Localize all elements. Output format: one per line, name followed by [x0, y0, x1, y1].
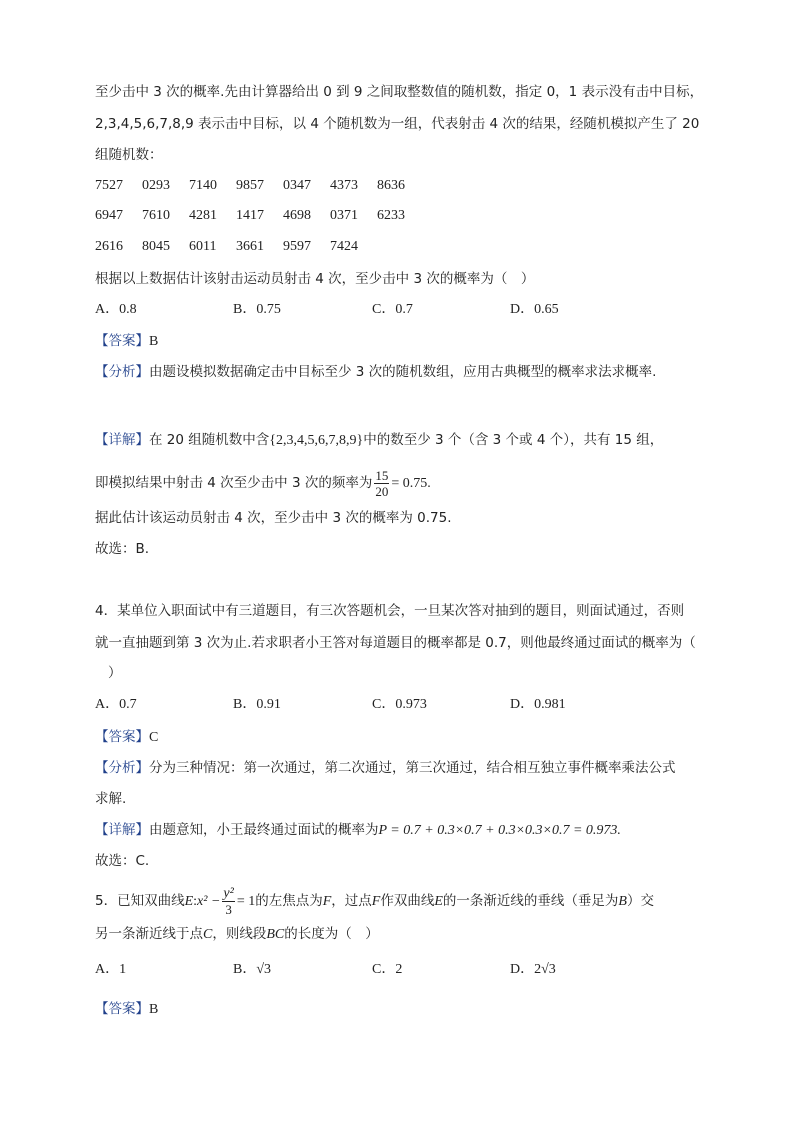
- fraction: [374, 468, 389, 499]
- analysis-tag: 【分析】: [95, 364, 149, 380]
- answer-tag: 【答案】: [95, 1001, 149, 1017]
- stem-text: ）交: [626, 893, 654, 909]
- detail-text: 在 20 组随机数中含: [149, 432, 270, 448]
- random-number: 4373: [330, 178, 358, 193]
- q3-answer: [95, 331, 158, 352]
- q3-detail-line2: [95, 466, 431, 501]
- q3-question: 根据以上数据估计该射击运动员射击 4 次，至少击中 3 次的概率为（ ）: [95, 271, 535, 287]
- q4-stem-line1: 4．某单位入职面试中有三道题目，有三次答题机会，一旦某次答对抽到的题目，则面试通过，否则: [95, 603, 685, 619]
- random-number: 6011: [189, 239, 217, 254]
- q4-option-c: C．0.973: [372, 697, 427, 712]
- random-number: 7610: [142, 208, 170, 223]
- stem-text: ，则线段: [212, 926, 267, 942]
- detail-tag: 【详解】: [95, 432, 149, 448]
- q3-detail-line3: 据此估计该运动员射击 4 次，至少击中 3 次的概率为 0.75.: [95, 510, 452, 526]
- focus-label: F: [322, 894, 332, 909]
- random-number: 7424: [330, 239, 358, 254]
- detail-text: 中的数至少 3 个（含 3 个或 4 个），共有 15 组，: [363, 432, 664, 448]
- curve-x-term: x² −: [197, 894, 221, 909]
- q3-stem-line3: 组随机数：: [95, 147, 163, 163]
- stem-text: 的一条渐近线的垂线（垂足为: [442, 893, 619, 909]
- q4-analysis-line2: 求解.: [95, 791, 127, 807]
- q3-option-a: A．0.8: [95, 302, 137, 317]
- q3-conclusion: 故选：B.: [95, 541, 150, 557]
- stem-text: 的左焦点为: [255, 893, 323, 909]
- random-row-2: [95, 206, 424, 226]
- random-number: 7527: [95, 178, 123, 193]
- random-row-1: [95, 176, 424, 196]
- curve-name: E: [434, 894, 443, 909]
- analysis-text: 分为三种情况：第一次通过，第二次通过，第三次通过，结合相互独立事件概率乘法公式: [149, 760, 676, 776]
- q4-answer: [95, 727, 158, 748]
- detail-formula: P = 0.7 + 0.3×0.7 + 0.3×0.3×0.7 = 0.973.: [378, 823, 621, 838]
- stem-text: 另一条渐近线于点: [95, 926, 203, 942]
- stem-text: 5．已知双曲线: [95, 893, 185, 909]
- random-number: 0347: [283, 178, 311, 193]
- q4-option-d: D．0.981: [510, 697, 566, 712]
- q5-option-c: C．2: [372, 962, 403, 977]
- q4-analysis-line1: [95, 758, 676, 778]
- q3-option-b: B．0.75: [233, 302, 281, 317]
- focus-label: F: [371, 894, 381, 909]
- segment-label: BC: [266, 927, 285, 942]
- curve-equals: = 1: [236, 894, 256, 909]
- q5-option-b: B．√3: [233, 962, 272, 977]
- random-number: 3661: [236, 239, 264, 254]
- random-number: 6233: [377, 208, 405, 223]
- answer-value: C: [149, 730, 159, 745]
- q5-option-a: A．1: [95, 962, 127, 977]
- fraction-numerator: 15: [375, 467, 389, 483]
- answer-tag: 【答案】: [95, 333, 149, 349]
- q3-stem-line1: 至少击中 3 次的概率.先由计算器给出 0 到 9 之间取整数值的随机数，指定 0，1 表示没有击中目标，: [95, 84, 704, 100]
- random-number: 6947: [95, 208, 123, 223]
- point-label: C: [203, 927, 213, 942]
- random-number: 7140: [189, 178, 217, 193]
- q4-stem-line3: ）: [108, 665, 122, 681]
- random-number: 2616: [95, 239, 123, 254]
- fraction-numerator: y²: [223, 885, 234, 901]
- detail-text: 由题意知，小王最终通过面试的概率为: [149, 822, 379, 838]
- fraction-denominator: 3: [225, 901, 232, 917]
- detail-text: 即模拟结果中射击 4 次至少击中 3 次的频率为: [95, 475, 373, 491]
- detail-result: = 0.75.: [391, 476, 431, 491]
- detail-tag: 【详解】: [95, 822, 149, 838]
- detail-set: {2,3,4,5,6,7,8,9}: [269, 433, 364, 448]
- random-row-3: [95, 237, 377, 257]
- q5-option-d: D．2√3: [510, 962, 556, 977]
- random-number: 0293: [142, 178, 170, 193]
- random-number: 9857: [236, 178, 264, 193]
- foot-label: B: [618, 894, 627, 909]
- q3-option-c: C．0.7: [372, 302, 413, 317]
- q5-answer: [95, 999, 158, 1020]
- q4-detail: [95, 820, 621, 841]
- q3-detail-line1: [95, 430, 663, 451]
- q4-option-b: B．0.91: [233, 697, 281, 712]
- q5-stem-line1: 5．已知双曲线E:x² − $\frac{\text{y²}}{3}$ = 1的左焦点为F，过点F作双曲线E的一条渐近线的垂线（垂足为B）交: [95, 885, 654, 917]
- q3-option-d: D．0.65: [510, 302, 559, 317]
- stem-text: 作双曲线: [380, 893, 435, 909]
- answer-value: B: [149, 1002, 159, 1017]
- q5-stem-line2: [95, 924, 379, 945]
- random-number: 4281: [189, 208, 217, 223]
- random-number: 1417: [236, 208, 264, 223]
- fraction: [222, 886, 234, 917]
- answer-value: B: [149, 334, 159, 349]
- random-number: 4698: [283, 208, 311, 223]
- q3-analysis: [95, 362, 656, 382]
- q4-stem-line2: 就一直抽题到第 3 次为止.若求职者小王答对每道题目的概率都是 0.7，则他最终通过面试的概率为（: [95, 635, 696, 651]
- q4-option-a: A．0.7: [95, 697, 137, 712]
- random-number: 8045: [142, 239, 170, 254]
- q3-stem-line2: 2,3,4,5,6,7,8,9 表示击中目标，以 4 个随机数为一组，代表射击 4 次的结果，经随机模拟产生了 20: [95, 116, 700, 132]
- fraction-denominator: 20: [375, 483, 389, 499]
- random-number: 0371: [330, 208, 358, 223]
- answer-tag: 【答案】: [95, 729, 149, 745]
- analysis-tag: 【分析】: [95, 760, 149, 776]
- q4-conclusion: 故选：C.: [95, 853, 150, 869]
- random-number: 9597: [283, 239, 311, 254]
- random-number: 8636: [377, 178, 405, 193]
- stem-text: ，过点: [331, 893, 372, 909]
- analysis-text: 由题设模拟数据确定击中目标至少 3 次的随机数组，应用古典概型的概率求法求概率.: [149, 364, 657, 380]
- curve-name: E: [184, 894, 194, 909]
- stem-text: 的长度为（ ）: [284, 926, 379, 942]
